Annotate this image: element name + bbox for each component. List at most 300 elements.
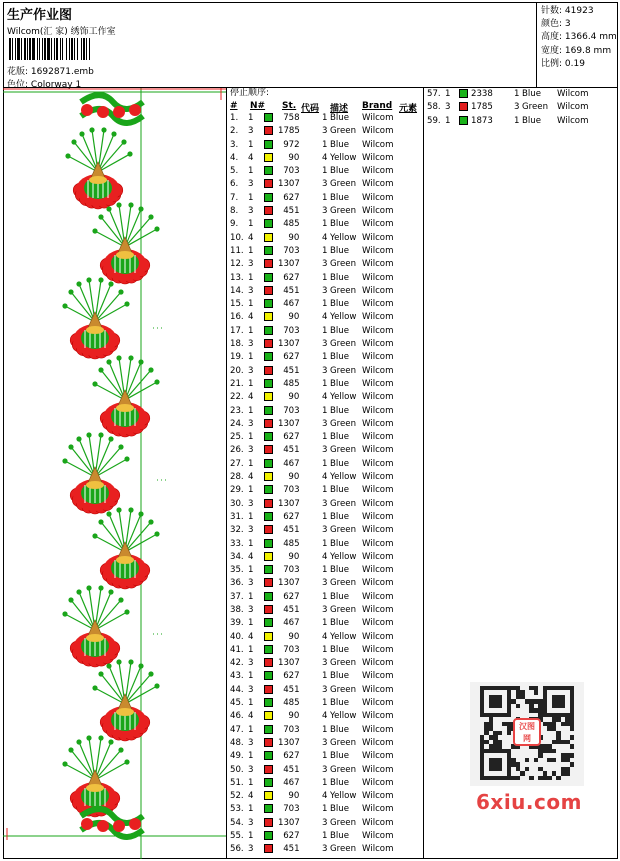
table-row [228, 657, 423, 670]
stitch-count: 627 [283, 591, 300, 602]
color-description: Blue [330, 804, 350, 815]
header-needle: N# [250, 101, 266, 111]
table-row [228, 670, 423, 683]
stitch-count: 1307 [278, 418, 300, 429]
color-code: 1 [322, 777, 328, 788]
brand: Wilcom [362, 259, 394, 270]
needle-number: 3 [248, 498, 254, 509]
color-swatch [264, 565, 273, 574]
table-row [228, 258, 423, 271]
color-swatch [264, 725, 273, 734]
color-code: 1 [322, 831, 328, 842]
color-description: Blue [330, 751, 350, 762]
color-swatch [264, 219, 273, 228]
color-code: 3 [322, 658, 328, 669]
color-code: 3 [322, 285, 328, 296]
brand: Wilcom [362, 551, 394, 562]
flower-motif [62, 735, 129, 817]
needle-number: 1 [248, 272, 254, 283]
color-code: 3 [322, 339, 328, 350]
table-row [228, 790, 423, 803]
color-swatch [264, 179, 273, 188]
stop-number: 8. [230, 206, 239, 217]
color-description: Blue [330, 591, 350, 602]
color-swatch [264, 445, 273, 454]
needle-number: 1 [248, 751, 254, 762]
stop-number: 28. [230, 472, 244, 483]
color-swatch [264, 406, 273, 415]
needle-number: 1 [248, 299, 254, 310]
color-swatch [264, 578, 273, 587]
stitch-count: 90 [288, 152, 300, 163]
needle-number: 3 [248, 445, 254, 456]
stop-number: 46. [230, 711, 244, 722]
color-code: 1 [322, 804, 328, 815]
stitch-count: 467 [283, 299, 300, 310]
table-row [228, 444, 423, 457]
stop-number: 7. [230, 192, 239, 203]
stop-number: 38. [230, 604, 244, 615]
needle-number: 1 [445, 115, 451, 126]
color-description: Green [330, 365, 357, 376]
needle-number: 1 [248, 565, 254, 576]
color-description: Blue [330, 352, 350, 363]
color-description: Green [330, 844, 357, 855]
color-description: Blue [522, 115, 542, 126]
stat-colors: 颜色: 3 [541, 19, 571, 30]
color-swatch [264, 804, 273, 813]
stop-number: 57. [427, 89, 441, 99]
stitch-count: 758 [283, 113, 300, 123]
stat-scale: 比例: 0.19 [541, 58, 585, 69]
color-code: 1 [322, 299, 328, 310]
stop-number: 11. [230, 245, 244, 256]
table-row [228, 817, 423, 830]
color-code: 1 [322, 644, 328, 655]
stop-number: 24. [230, 418, 244, 429]
color-swatch [264, 685, 273, 694]
brand: Wilcom [362, 644, 394, 655]
needle-number: 3 [248, 764, 254, 775]
color-description: Blue [330, 831, 350, 842]
color-description: Green [330, 578, 357, 589]
color-swatch [264, 459, 273, 468]
table-row [228, 139, 423, 152]
color-description: Blue [330, 325, 350, 336]
color-code: 1 [322, 219, 328, 230]
stop-number: 47. [230, 724, 244, 735]
color-swatch [264, 472, 273, 481]
color-description: Yellow [330, 631, 357, 642]
color-code: 1 [322, 591, 328, 602]
stop-number: 53. [230, 804, 244, 815]
stitch-count: 627 [283, 352, 300, 363]
stop-number: 55. [230, 831, 244, 842]
needle-number: 4 [248, 551, 254, 562]
color-description: Blue [330, 458, 350, 469]
needle-number: 1 [248, 219, 254, 230]
color-code: 1 [322, 698, 328, 709]
brand: Wilcom [362, 658, 394, 669]
color-code: 1 [322, 432, 328, 443]
color-description: Blue [330, 245, 350, 256]
color-code: 3 [322, 764, 328, 775]
stop-number: 45. [230, 698, 244, 709]
table-row [228, 631, 423, 644]
barcode [9, 38, 141, 60]
brand: Wilcom [362, 445, 394, 456]
table-row [228, 750, 423, 763]
color-code: 1 [322, 458, 328, 469]
needle-number: 1 [248, 724, 254, 735]
stitch-count: 1307 [278, 259, 300, 270]
needle-number: 1 [248, 698, 254, 709]
needle-number: 1 [248, 432, 254, 443]
stop-number: 40. [230, 631, 244, 642]
color-swatch [264, 711, 273, 720]
color-description: Yellow [330, 232, 357, 243]
brand: Wilcom [362, 804, 394, 815]
color-description: Green [330, 498, 357, 509]
brand: Wilcom [362, 312, 394, 323]
stop-number: 22. [230, 392, 244, 403]
needle-number: 4 [248, 152, 254, 163]
border-motif [81, 809, 143, 837]
color-swatch [264, 605, 273, 614]
stop-number: 3. [230, 139, 239, 150]
color-code: 1 [322, 272, 328, 283]
stitch-count: 627 [283, 671, 300, 682]
color-description: Yellow [330, 791, 357, 802]
needle-number: 4 [248, 711, 254, 722]
brand: Wilcom [362, 192, 394, 203]
table-row [228, 684, 423, 697]
color-description: Blue [330, 299, 350, 310]
needle-number: 3 [248, 658, 254, 669]
needle-number: 1 [248, 538, 254, 549]
stat-height: 高度: 1366.4 mm [541, 32, 617, 43]
color-swatch [264, 206, 273, 215]
color-description: Yellow [330, 472, 357, 483]
stitch-count: 451 [283, 445, 300, 456]
color-description: Blue [330, 432, 350, 443]
color-swatch [264, 645, 273, 654]
needle-number: 1 [248, 458, 254, 469]
brand: Wilcom [362, 206, 394, 217]
color-code: 1 [322, 139, 328, 150]
color-code: 4 [322, 472, 328, 483]
stop-number: 18. [230, 339, 244, 350]
needle-number: 3 [248, 206, 254, 217]
color-description: Green [330, 285, 357, 296]
color-code: 1 [322, 352, 328, 363]
stop-number: 1. [230, 113, 239, 123]
table-row [228, 152, 423, 165]
header-code: 代码 [301, 104, 320, 114]
color-swatch [264, 818, 273, 827]
table-row [228, 311, 423, 324]
stop-number: 37. [230, 591, 244, 602]
embroidery-preview-image [3, 88, 227, 859]
color-swatch [264, 193, 273, 202]
color-description: Yellow [330, 152, 357, 163]
stitch-count: 90 [288, 392, 300, 403]
brand: Wilcom [557, 115, 589, 126]
stop-number: 15. [230, 299, 244, 310]
table-row [228, 724, 423, 737]
color-code: 4 [322, 711, 328, 722]
stop-number: 9. [230, 219, 239, 230]
brand: Wilcom [362, 325, 394, 336]
color-swatch [264, 126, 273, 135]
needle-number: 3 [248, 578, 254, 589]
color-swatch [264, 765, 273, 774]
brand: Wilcom [362, 764, 394, 775]
table-row [228, 697, 423, 710]
stop-number: 56. [230, 844, 244, 855]
needle-number: 4 [248, 631, 254, 642]
table-row [425, 88, 618, 101]
stop-number: 32. [230, 525, 244, 536]
color-code: 3 [322, 737, 328, 748]
table-row [228, 218, 423, 231]
needle-number: 3 [248, 817, 254, 828]
stitch-count: 467 [283, 618, 300, 629]
design-file [7, 64, 94, 77]
needle-number: 3 [248, 339, 254, 350]
needle-number: 1 [248, 245, 254, 256]
color-code: 1 [322, 565, 328, 576]
color-description: Blue [330, 511, 350, 522]
color-swatch [264, 738, 273, 747]
header-description: 描述 [330, 104, 349, 114]
brand: Wilcom [362, 232, 394, 243]
stop-number: 44. [230, 684, 244, 695]
brand: Wilcom [557, 102, 589, 113]
color-code: 1 [322, 724, 328, 735]
needle-number: 1 [248, 831, 254, 842]
table-row [228, 325, 423, 338]
color-description: Yellow [330, 711, 357, 722]
brand: Wilcom [362, 711, 394, 722]
needle-number: 1 [248, 378, 254, 389]
stop-number: 33. [230, 538, 244, 549]
color-swatch [264, 286, 273, 295]
color-swatch [264, 552, 273, 561]
brand: Wilcom [362, 126, 394, 137]
table-row [228, 365, 423, 378]
color-code: 1 [322, 166, 328, 177]
design-stats [536, 2, 618, 88]
color-code: 3 [322, 445, 328, 456]
flower-motif [62, 277, 129, 359]
brand: Wilcom [362, 432, 394, 443]
stitch-count: 703 [283, 166, 300, 177]
brand: Wilcom [362, 604, 394, 615]
stitch-count: 703 [283, 325, 300, 336]
needle-number: 3 [248, 525, 254, 536]
table-row [228, 604, 423, 617]
stitch-count: 90 [288, 312, 300, 323]
needle-number: 3 [248, 285, 254, 296]
stitch-count: 451 [283, 365, 300, 376]
color-swatch [264, 259, 273, 268]
stat-width: 宽度: 169.8 mm [541, 45, 612, 56]
stop-number: 2. [230, 126, 239, 137]
color-code: 4 [322, 392, 328, 403]
brand: Wilcom [362, 285, 394, 296]
stop-number: 21. [230, 378, 244, 389]
table-row [228, 577, 423, 590]
color-code: 3 [322, 817, 328, 828]
stitch-count: 703 [283, 405, 300, 416]
color-code: 1 [322, 538, 328, 549]
color-code: 3 [322, 498, 328, 509]
color-description: Green [330, 525, 357, 536]
color-code: 3 [322, 578, 328, 589]
brand: Wilcom [362, 485, 394, 496]
stitch-count: 627 [283, 751, 300, 762]
stitch-count: 1307 [278, 179, 300, 190]
color-description: Blue [330, 644, 350, 655]
header-brand: Brand [362, 101, 393, 111]
table-row [228, 298, 423, 311]
color-swatch [264, 499, 273, 508]
needle-number: 1 [248, 618, 254, 629]
color-description: Blue [330, 113, 350, 123]
stitch-count: 1307 [278, 737, 300, 748]
brand: Wilcom [362, 339, 394, 350]
table-row [228, 192, 423, 205]
stitch-count: 1307 [278, 817, 300, 828]
brand: Wilcom [362, 525, 394, 536]
needle-number: 1 [248, 166, 254, 177]
color-description: Green [330, 604, 357, 615]
color-description: Blue [330, 724, 350, 735]
brand: Wilcom [362, 591, 394, 602]
brand: Wilcom [362, 272, 394, 283]
table-row [228, 830, 423, 843]
stitch-count: 627 [283, 272, 300, 283]
table-row [228, 245, 423, 258]
stitch-count: 467 [283, 458, 300, 469]
color-description: Green [330, 737, 357, 748]
table-row [228, 843, 423, 856]
color-code: 1 [322, 618, 328, 629]
table-row [228, 564, 423, 577]
color-code: 1 [514, 89, 520, 99]
brand: Wilcom [362, 724, 394, 735]
studio-name: Wilcom(汇 家) 绣饰工作室 [7, 27, 116, 37]
color-description: Blue [330, 671, 350, 682]
table-row [228, 458, 423, 471]
stitch-count: 703 [283, 804, 300, 815]
color-description: Blue [330, 565, 350, 576]
stop-number: 27. [230, 458, 244, 469]
colorway-value: Colorway 1 [30, 80, 82, 90]
color-swatch [264, 592, 273, 601]
color-code: 3 [514, 102, 520, 113]
color-swatch [264, 658, 273, 667]
stitch-count: 451 [283, 525, 300, 536]
stitch-count: 627 [283, 511, 300, 522]
stop-number: 17. [230, 325, 244, 336]
table-row [228, 538, 423, 551]
stitch-count: 2338 [471, 89, 493, 99]
stitch-count: 467 [283, 777, 300, 788]
brand: Wilcom [362, 671, 394, 682]
table-row [228, 764, 423, 777]
stop-number: 4. [230, 152, 239, 163]
stop-number: 54. [230, 817, 244, 828]
stop-number: 52. [230, 791, 244, 802]
stitch-count: 1873 [471, 115, 493, 126]
table-row [228, 205, 423, 218]
brand: Wilcom [362, 511, 394, 522]
table-row [228, 737, 423, 750]
stitch-count: 1307 [278, 498, 300, 509]
brand: Wilcom [362, 498, 394, 509]
needle-number: 1 [248, 325, 254, 336]
qr-code-panel [470, 682, 584, 786]
color-description: Blue [330, 405, 350, 416]
color-description: Green [330, 445, 357, 456]
brand: Wilcom [362, 139, 394, 150]
stop-number: 31. [230, 511, 244, 522]
color-swatch [264, 844, 273, 853]
color-description: Blue [330, 618, 350, 629]
stop-number: 25. [230, 432, 244, 443]
stop-number: 16. [230, 312, 244, 323]
color-description: Blue [330, 166, 350, 177]
color-description: Blue [522, 89, 542, 99]
color-swatch [264, 485, 273, 494]
brand: Wilcom [362, 352, 394, 363]
needle-number: 4 [248, 392, 254, 403]
table-title: 停止顺序: [230, 88, 270, 98]
needle-number: 4 [248, 472, 254, 483]
needle-number: 4 [248, 312, 254, 323]
stitch-count: 90 [288, 551, 300, 562]
color-code: 4 [322, 551, 328, 562]
needle-number: 3 [445, 102, 451, 113]
table-row [228, 431, 423, 444]
needle-number: 1 [248, 405, 254, 416]
flower-motif [92, 355, 159, 437]
table-row [228, 498, 423, 511]
design-label: 花版: [7, 67, 29, 77]
brand: Wilcom [362, 791, 394, 802]
color-swatch [264, 539, 273, 548]
stitch-count: 627 [283, 192, 300, 203]
stitch-count: 703 [283, 644, 300, 655]
flower-motif [92, 202, 159, 284]
table-row [228, 710, 423, 723]
flower-motif [62, 585, 129, 667]
color-swatch [264, 778, 273, 787]
stop-number: 20. [230, 365, 244, 376]
stitch-count: 90 [288, 472, 300, 483]
needle-number: 1 [445, 89, 451, 99]
stitch-count: 451 [283, 844, 300, 855]
needle-number: 1 [248, 591, 254, 602]
needle-number: 3 [248, 365, 254, 376]
color-code: 4 [322, 152, 328, 163]
table-row [228, 471, 423, 484]
stitch-count: 451 [283, 764, 300, 775]
color-code: 4 [322, 312, 328, 323]
brand: Wilcom [362, 166, 394, 177]
